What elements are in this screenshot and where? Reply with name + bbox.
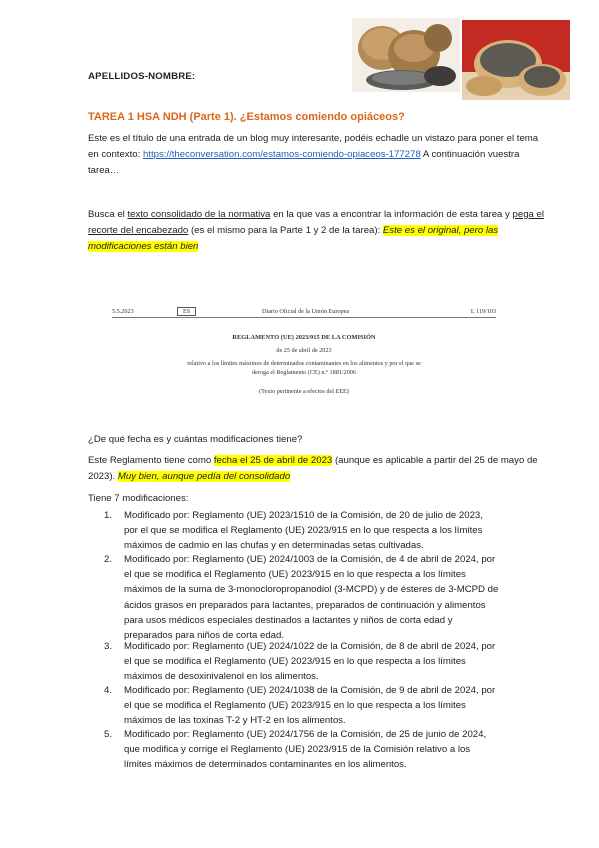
list-item-line: máximos de la suma de 3-monocloropropanodiol (3-MCPD) y de ésteres de 3-MCPD de xyxy=(124,584,499,596)
instruction-text-3: (es el mismo para la Parte 1 y 2 de la tarea): xyxy=(188,225,383,236)
reg-journal: Diario Oficial de la Unión Europea xyxy=(262,308,350,315)
list-item-line: preparados para niños de corta edad. xyxy=(124,630,285,642)
list-item-line: Modificado por: Reglamento (UE) 2024/1022 de la Comisión, de 8 de abril de 2024, por xyxy=(124,641,496,652)
apellidos-nombre-label: APELLIDOS-NOMBRE: xyxy=(88,71,196,82)
list-item-number: 4. xyxy=(104,685,113,696)
list-item xyxy=(104,727,524,773)
reg-date: 5.5.2023 xyxy=(112,308,134,315)
answer-text-3: . xyxy=(112,471,118,482)
list-item-line: límites máximos de determinados contaminantes en los alimentos. xyxy=(124,759,407,771)
list-item-line: Modificado por: Reglamento (UE) 2024/1038 de la Comisión, de 9 de abril de 2024, por xyxy=(124,685,496,696)
answer-text-1: Este Reglamento tiene como xyxy=(88,455,214,466)
list-item xyxy=(104,552,524,644)
list-item-line: Modificado por: Reglamento (UE) 2024/1756 de la Comisión, de 25 de junio de 2024, xyxy=(124,729,487,740)
list-item-line: el que se modifica el Reglamento (UE) 2023/915 en lo que respecta a los límites xyxy=(124,656,466,668)
answer-text-2: (aunque es aplicable a partir del 25 de mayo de 2023) xyxy=(88,455,538,482)
question: ¿De qué fecha es y cuántas modificaciones tiene? xyxy=(88,434,303,445)
list-item-line: que modifica y corrige el Reglamento (UE) 2023/915 de la Comisión relativo a los xyxy=(124,744,471,756)
list-item-number: 2. xyxy=(104,554,113,565)
reg-desc-1: relativo a los límites máximos de determinados contaminantes en los alimentos y por el que se xyxy=(187,360,421,367)
intro-text-after: A continuación vuestra tarea… xyxy=(88,149,520,176)
poppy-pods-photo xyxy=(352,18,460,92)
list-item-line: el que se modifica el Reglamento (UE) 2023/915 en lo que respecta a los límites xyxy=(124,700,466,712)
modifications-label: Tiene 7 modificaciones: xyxy=(88,493,189,504)
reg-rule xyxy=(112,317,496,318)
instruction-text-2: en la que vas a encontrar la información de esta tarea y xyxy=(270,209,513,220)
instruction-paragraph xyxy=(88,207,548,255)
list-item-number: 3. xyxy=(104,641,113,652)
intro-text: Este es el título de una entrada de un blog muy interesante, podéis echadle un vistazo para poner el tema en contexto: xyxy=(88,133,539,160)
reg-lang-box: ES xyxy=(177,307,196,316)
list-item-line: máximos de cadmio en las chufas y en determinadas setas cultivadas. xyxy=(124,540,424,552)
blog-link[interactable]: https://theconversation.com/estamos-comiendo-opiaceos-177278 xyxy=(142,149,421,160)
reg-desc-2: deroga el Reglamento (CE) n.º 1881/2006 xyxy=(252,369,356,376)
list-item-line: ácidos grasos en preparados para lactantes, preparados de continuación y alimentos xyxy=(124,599,486,611)
list-item-line: por el que se modifica el Reglamento (UE) 2023/915 en lo que respecta a los límites xyxy=(124,525,483,537)
instruction-underline-2: pega el recorte del encabezado xyxy=(88,209,545,236)
list-item-line: Modificado por: Reglamento (UE) 2023/1510 de la Comisión, de 20 de julio de 2023, xyxy=(124,510,483,521)
instruction-text-1: Busca el xyxy=(88,209,128,220)
list-item-line: Modificado por: Reglamento (UE) 2024/1003 de la Comisión, de 4 de abril de 2024, por xyxy=(124,554,496,565)
list-item-number: 5. xyxy=(104,729,113,740)
answer-highlight: fecha el 25 de abril de 2023 xyxy=(213,455,333,466)
poppy-bread-photo xyxy=(462,20,570,100)
answer-paragraph xyxy=(88,453,548,485)
reg-eee: (Texto pertinente a efectos del EEE) xyxy=(259,388,349,395)
list-item xyxy=(104,508,524,554)
list-item-line: para usos médicos especiales destinados a lactantes y niños de corta edad y xyxy=(124,614,453,626)
list-item-number: 1. xyxy=(104,510,113,521)
reg-subtitle: de 25 de abril de 2023 xyxy=(276,347,332,354)
list-item xyxy=(104,639,524,685)
list-item-line: máximos de desoxinivalenol en los alimentos. xyxy=(124,671,319,683)
teacher-comment-2: Muy bien, aunque pedía del consolidado xyxy=(117,471,291,482)
reg-title: REGLAMENTO (UE) 2023/915 DE LA COMISIÓN xyxy=(232,334,376,341)
list-item xyxy=(104,683,524,729)
regulation-header-clipping xyxy=(112,308,496,404)
list-item-line: el que se modifica el Reglamento (UE) 2023/915 en lo que respecta a los límites xyxy=(124,569,466,581)
teacher-comment-1: Este es el original, pero las modificaciones están bien xyxy=(88,225,499,252)
intro-paragraph xyxy=(88,131,548,179)
instruction-underline-1: texto consolidado de la normativa xyxy=(127,209,271,220)
task-title: TAREA 1 HSA NDH (Parte 1). ¿Estamos comiendo opiáceos? xyxy=(88,111,405,123)
reg-ref: L 119/103 xyxy=(470,308,496,315)
list-item-line: máximos de las toxinas T-2 y HT-2 en los alimentos. xyxy=(124,715,346,727)
